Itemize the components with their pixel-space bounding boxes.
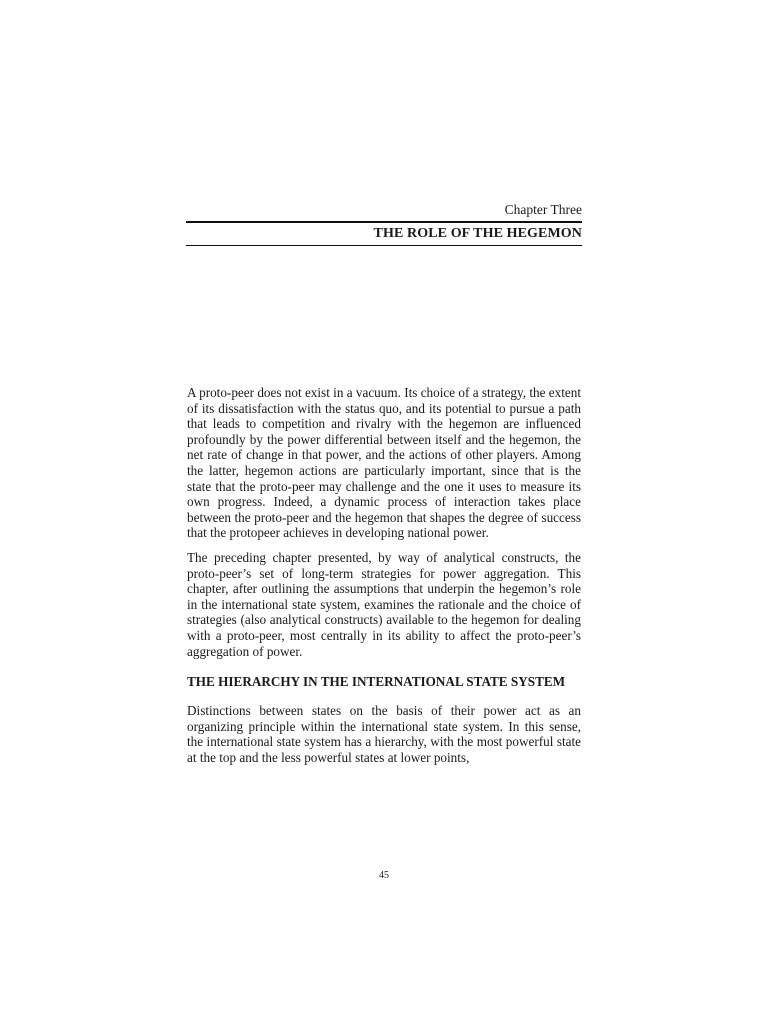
chapter-label: Chapter Three [504,202,582,217]
section-heading: THE HIERARCHY IN THE INTERNATIONAL STATE SYSTEM [187,674,566,690]
paragraph-2: The preceding chapter presented, by way of analytical constructs, the proto-peer’s set of long-term strategies for power aggregation. This chapter, after outlining the assumptions that underpin the hegemon’s role in the international state system, examines the rationale and the choice of strategies (also analytical constructs) available to the hegemon for dealing with a proto-peer, most centrally in its ability to affect the proto-peer’s aggregation of power. [187,549,581,659]
header-rule-top [186,221,582,223]
body-text [187,385,581,774]
paragraph-3: Distinctions between states on the basis of their power act as an organizing principle within the international state system. In this sense, the international state system has a hierarchy, with the most powerful state at the top and the less powerful states at lower points, [187,703,581,765]
header-rule-bottom [186,245,582,246]
chapter-header [186,202,582,246]
paragraph-1: A proto-peer does not exist in a vacuum. Its choice of a strategy, the extent of its dissatisfaction with the status quo, and its potential to pursue a path that leads to competition and rivalry with the hegemon are influenced profoundly by the power differential between itself and the hegemon, the net rate of change in that power, and the actions of other players. Among the latter, hegemon actions are particularly important, since that is the state that the proto-peer may challenge and the one it uses to measure its own progress. Indeed, a dynamic process of interaction takes place between the proto-peer and the hegemon that shapes the degree of success that the protopeer achieves in developing national power. [187,385,581,541]
page-number: 45 [379,870,389,881]
chapter-title: THE ROLE OF THE HEGEMON [373,226,582,241]
